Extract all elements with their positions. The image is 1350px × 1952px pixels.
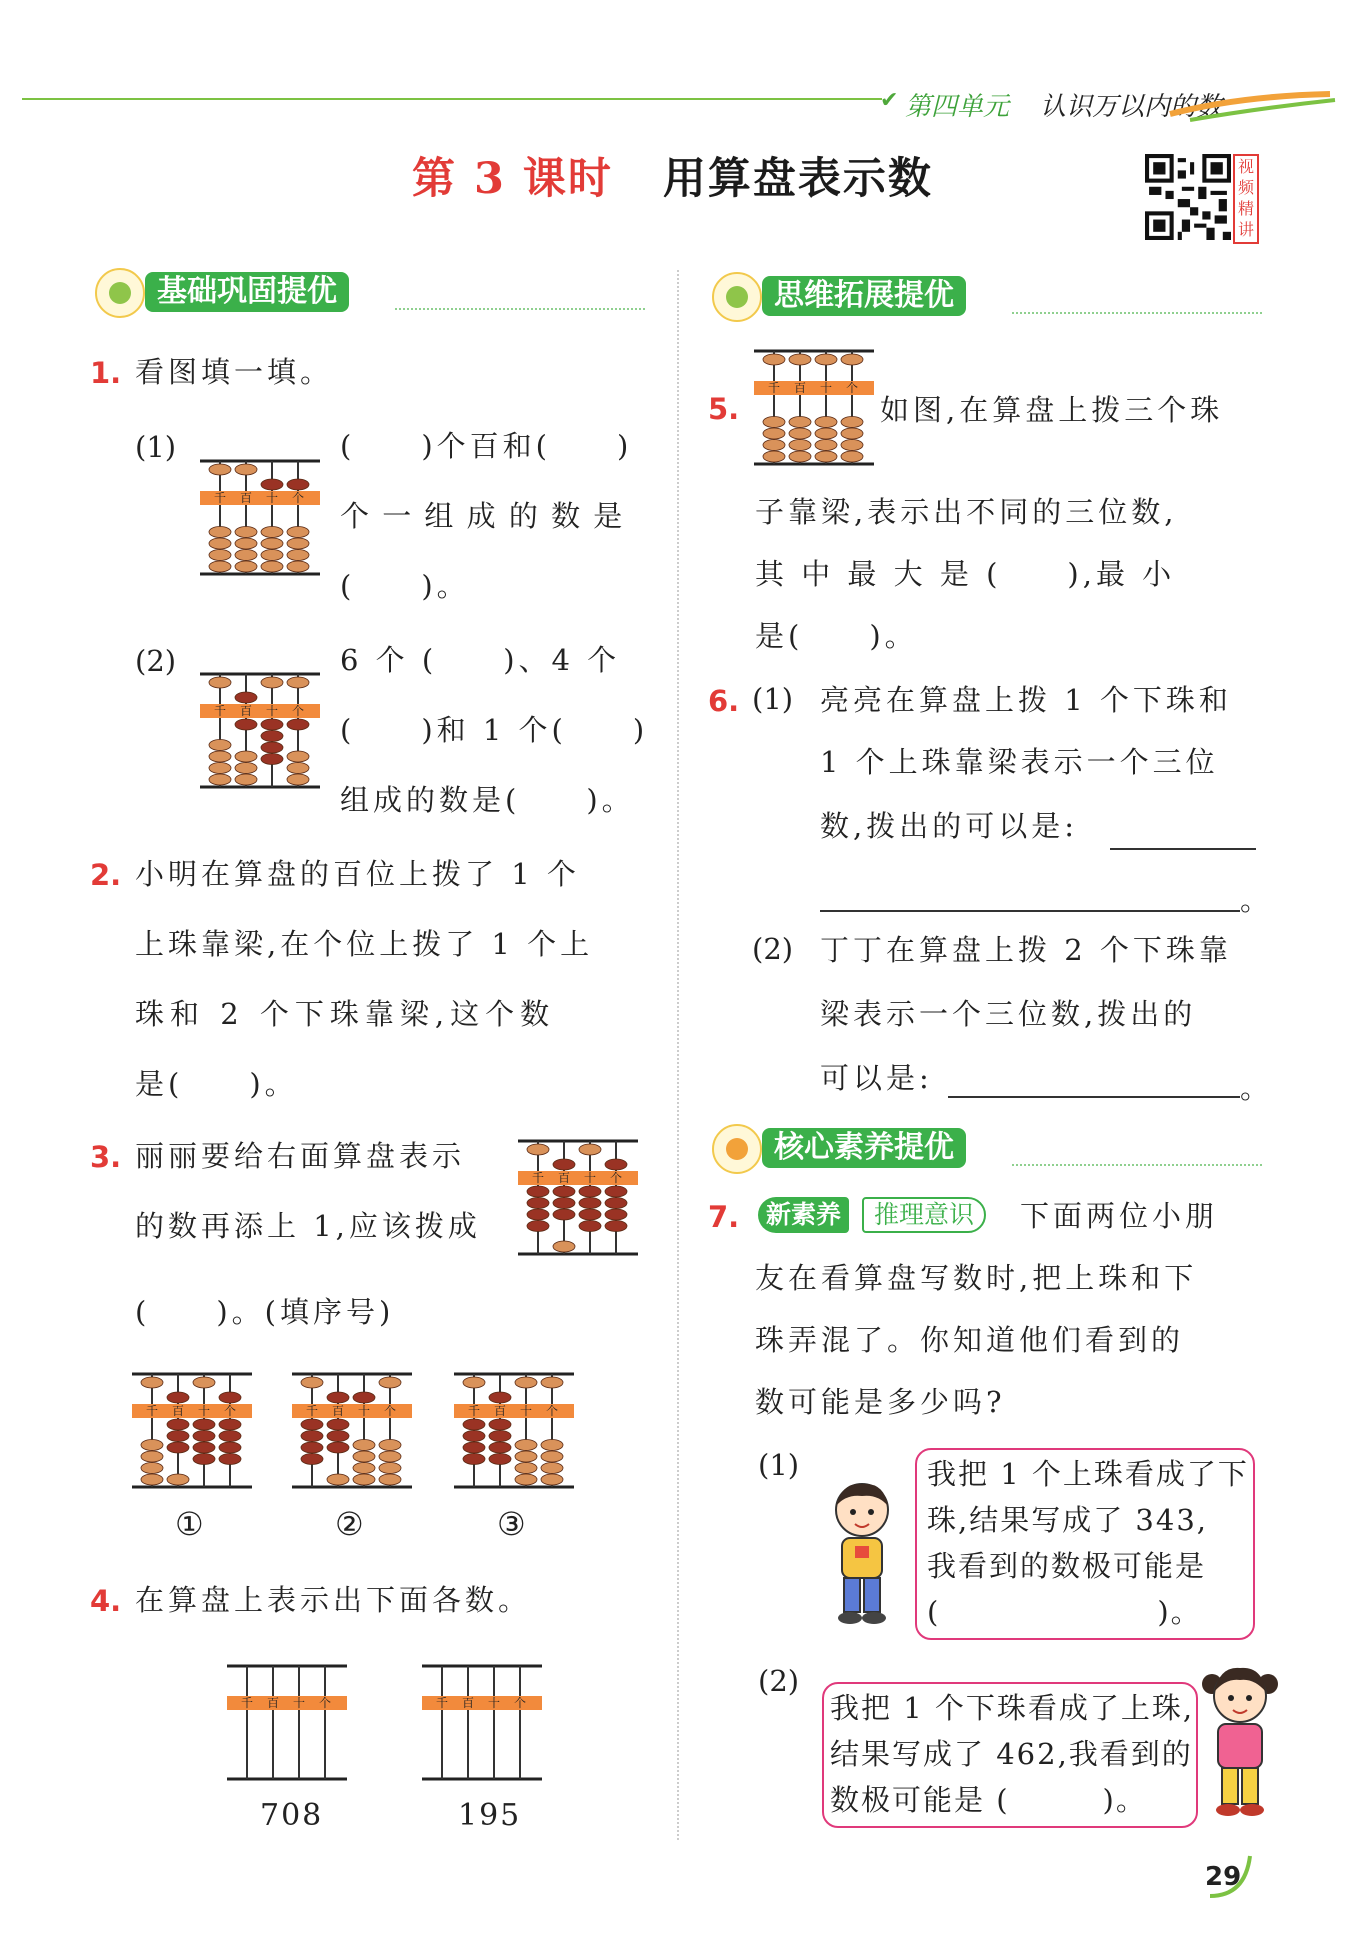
abacus-bead bbox=[301, 1377, 323, 1388]
abacus-bead bbox=[605, 1198, 627, 1209]
abacus-bead bbox=[219, 1454, 241, 1465]
abacus-bead bbox=[235, 527, 257, 538]
abacus-place-label: 个 bbox=[845, 381, 859, 395]
abacus-bead bbox=[527, 1221, 549, 1232]
abacus-bead bbox=[789, 451, 811, 462]
abacus-bead bbox=[287, 774, 309, 785]
abacus-bead bbox=[235, 692, 257, 703]
abacus-bead bbox=[235, 561, 257, 572]
abacus-bead bbox=[301, 1431, 323, 1442]
abacus-place-label: 千 bbox=[213, 704, 227, 718]
abacus-bead bbox=[605, 1159, 627, 1170]
abacus-bead bbox=[353, 1451, 375, 1462]
answer-line[interactable] bbox=[948, 1096, 1240, 1098]
question-text: 丁丁在算盘上拨 2 个下珠靠 bbox=[820, 933, 1232, 967]
lesson-title bbox=[412, 145, 933, 206]
abacus-place-label: 百 bbox=[239, 704, 253, 718]
bubble-text: 结果写成了 462,我看到的 bbox=[830, 1737, 1193, 1771]
abacus-bead bbox=[141, 1377, 163, 1388]
abacus-q1-2 bbox=[198, 668, 322, 793]
abacus-bead bbox=[209, 677, 231, 688]
question-text: 珠弄混了。你知道他们看到的 bbox=[755, 1323, 1185, 1357]
abacus-place-label: 千 bbox=[145, 1404, 159, 1418]
question-number: 2. bbox=[90, 858, 122, 892]
abacus-bead bbox=[301, 1454, 323, 1465]
abacus-bead bbox=[287, 527, 309, 538]
question-number: 6. bbox=[708, 684, 740, 718]
abacus-bead bbox=[193, 1377, 215, 1388]
abacus-bead bbox=[515, 1440, 537, 1451]
abacus-bead bbox=[235, 763, 257, 774]
lesson-name: 用算盘表示数 bbox=[662, 154, 933, 204]
page-arc-icon bbox=[1200, 1846, 1260, 1906]
abacus-bead bbox=[209, 464, 231, 475]
bubble-text[interactable]: 数极可能是 ( )。 bbox=[830, 1783, 1147, 1817]
abacus-bead bbox=[579, 1186, 601, 1197]
question-number: 5. bbox=[708, 392, 740, 426]
gear-icon bbox=[95, 268, 145, 318]
abacus-bead bbox=[209, 763, 231, 774]
abacus-place-label: 十 bbox=[292, 1696, 306, 1710]
abacus-place-label: 百 bbox=[239, 491, 253, 505]
abacus-bead bbox=[541, 1474, 563, 1485]
sub-label: (2) bbox=[758, 1664, 800, 1698]
abacus-bead bbox=[763, 428, 785, 439]
option-label[interactable]: ① bbox=[175, 1505, 204, 1543]
question-text[interactable]: 是( )。 bbox=[135, 1067, 298, 1101]
abacus-place-label: 十 bbox=[487, 1696, 501, 1710]
section-header-thinking bbox=[712, 272, 1267, 318]
abacus-place-label: 十 bbox=[357, 1404, 371, 1418]
abacus-bead bbox=[287, 677, 309, 688]
fill-text[interactable]: ( )。 bbox=[340, 569, 470, 603]
abacus-bead bbox=[327, 1442, 349, 1453]
abacus-bead bbox=[287, 479, 309, 490]
question-number: 1. bbox=[90, 356, 122, 390]
abacus-bead bbox=[327, 1431, 349, 1442]
fill-text[interactable]: ( )和 1 个( ) bbox=[340, 713, 649, 747]
abacus-bead bbox=[261, 538, 283, 549]
abacus-place-label: 十 bbox=[265, 704, 279, 718]
abacus-bead bbox=[193, 1419, 215, 1430]
sub-label: (1) bbox=[758, 1448, 800, 1482]
abacus-bead bbox=[841, 417, 863, 428]
question-text: 的数再添上 1,应该拨成 bbox=[135, 1209, 481, 1243]
question-text: 下面两位小朋 bbox=[1020, 1199, 1219, 1233]
answer-line[interactable] bbox=[1110, 848, 1256, 850]
lesson-number: 第 3 课时 bbox=[412, 154, 613, 204]
video-tag[interactable]: 视频精讲 bbox=[1233, 154, 1259, 244]
abacus-bead bbox=[353, 1392, 375, 1403]
abacus-bead bbox=[553, 1241, 575, 1252]
abacus-bead bbox=[301, 1442, 323, 1453]
section-header-core bbox=[712, 1124, 1267, 1170]
abacus-bead bbox=[287, 751, 309, 762]
abacus-bead bbox=[579, 1198, 601, 1209]
abacus-bead bbox=[261, 754, 283, 765]
girl-icon bbox=[1200, 1660, 1280, 1820]
abacus-bead bbox=[235, 719, 257, 730]
abacus-bead bbox=[353, 1474, 375, 1485]
abacus-place-label: 十 bbox=[265, 491, 279, 505]
swoosh-decoration-icon bbox=[1150, 86, 1340, 126]
sprout-icon bbox=[712, 272, 762, 322]
question-text: 珠和 2 个下珠靠梁,这个数 bbox=[135, 997, 556, 1031]
abacus-bead bbox=[301, 1419, 323, 1430]
abacus-option-3[interactable] bbox=[452, 1368, 576, 1493]
abacus-bead bbox=[287, 763, 309, 774]
abacus-bead bbox=[167, 1392, 189, 1403]
question-text: 数可能是多少吗? bbox=[755, 1385, 1006, 1419]
abacus-place-label: 十 bbox=[519, 1404, 533, 1418]
abacus-bead bbox=[141, 1451, 163, 1462]
abacus-bead bbox=[209, 740, 231, 751]
question-text: 丽丽要给右面算盘表示 bbox=[135, 1139, 466, 1173]
question-text[interactable]: 其 中 最 大 是 ( ),最 小 bbox=[755, 557, 1176, 591]
bubble-text: 珠,结果写成了 343, bbox=[927, 1503, 1209, 1537]
abacus-bead bbox=[379, 1463, 401, 1474]
abacus-bead bbox=[327, 1419, 349, 1430]
abacus-bead bbox=[167, 1431, 189, 1442]
abacus-bead bbox=[553, 1186, 575, 1197]
question-number: 7. bbox=[708, 1200, 740, 1234]
abacus-bead bbox=[515, 1451, 537, 1462]
abacus-bead bbox=[763, 440, 785, 451]
abacus-bead bbox=[527, 1186, 549, 1197]
abacus-bead bbox=[209, 774, 231, 785]
abacus-bead bbox=[579, 1209, 601, 1220]
abacus-bead bbox=[841, 428, 863, 439]
abacus-bead bbox=[209, 751, 231, 762]
abacus-bead bbox=[261, 731, 283, 742]
abacus-place-label: 十 bbox=[819, 381, 833, 395]
bubble-text: 我看到的数极可能是 bbox=[927, 1549, 1207, 1583]
abacus-bead bbox=[763, 451, 785, 462]
abacus-bead bbox=[463, 1454, 485, 1465]
abacus-bead bbox=[287, 719, 309, 730]
question-text: 在算盘上表示出下面各数。 bbox=[135, 1583, 532, 1617]
question-text: 如图,在算盘上拨三个珠 bbox=[880, 393, 1224, 427]
abacus-bead bbox=[141, 1440, 163, 1451]
page-number: 29 bbox=[1205, 1862, 1242, 1892]
abacus-bead bbox=[235, 464, 257, 475]
abacus-bead bbox=[261, 742, 283, 753]
abacus-place-label: 千 bbox=[467, 1404, 481, 1418]
abacus-bead bbox=[463, 1442, 485, 1453]
abacus-bead bbox=[527, 1209, 549, 1220]
abacus-place-label: 千 bbox=[213, 491, 227, 505]
speech-bubble-1 bbox=[915, 1448, 1255, 1640]
header-rule bbox=[22, 98, 882, 100]
question-text: 梁表示一个三位数,拨出的 bbox=[820, 997, 1197, 1031]
abacus-bead bbox=[261, 479, 283, 490]
abacus-bead bbox=[235, 550, 257, 561]
period: 。 bbox=[1240, 1071, 1274, 1105]
abacus-bead bbox=[789, 417, 811, 428]
abacus-bead bbox=[141, 1474, 163, 1485]
section-header-basic bbox=[95, 268, 650, 314]
trophy-icon bbox=[712, 1124, 762, 1174]
check-icon: ✔ bbox=[880, 88, 899, 113]
abacus-place-label: 个 bbox=[545, 1404, 559, 1418]
question-text: 1 个上珠靠梁表示一个三位 bbox=[820, 745, 1219, 779]
abacus-bead bbox=[287, 538, 309, 549]
question-text: 数,拨出的可以是: bbox=[820, 809, 1078, 843]
abacus-bead bbox=[167, 1419, 189, 1430]
abacus-bead bbox=[789, 428, 811, 439]
abacus-bead bbox=[841, 451, 863, 462]
question-text: 子靠梁,表示出不同的三位数, bbox=[755, 495, 1178, 529]
abacus-bead bbox=[841, 354, 863, 365]
sub-label: (1) bbox=[135, 430, 177, 464]
abacus-bead bbox=[815, 440, 837, 451]
abacus-bead bbox=[193, 1442, 215, 1453]
abacus-bead bbox=[219, 1419, 241, 1430]
abacus-bead bbox=[209, 527, 231, 538]
question-text: 上珠靠梁,在个位上拨了 1 个上 bbox=[135, 927, 594, 961]
abacus-bead bbox=[379, 1474, 401, 1485]
abacus-bead bbox=[527, 1144, 549, 1155]
sub-label: (2) bbox=[135, 644, 177, 678]
empty-abacus-195[interactable] bbox=[420, 1660, 544, 1785]
fill-text[interactable]: 组成的数是( )。 bbox=[340, 783, 635, 817]
unit-title: 认识万以内的数 bbox=[1040, 92, 1223, 122]
abacus-bead bbox=[261, 677, 283, 688]
qr-code-icon[interactable] bbox=[1145, 154, 1231, 240]
abacus-bead bbox=[541, 1440, 563, 1451]
unit-label: 第四单元 bbox=[905, 92, 1010, 122]
abacus-bead bbox=[287, 550, 309, 561]
sub-label: (2) bbox=[752, 932, 794, 966]
tag-new-literacy: 新素养 bbox=[758, 1197, 849, 1233]
abacus-bead bbox=[579, 1144, 601, 1155]
abacus-place-label: 个 bbox=[291, 491, 305, 505]
abacus-bead bbox=[209, 561, 231, 572]
abacus-q5 bbox=[752, 345, 876, 470]
abacus-bead bbox=[209, 550, 231, 561]
abacus-bead bbox=[379, 1440, 401, 1451]
abacus-bead bbox=[219, 1431, 241, 1442]
abacus-place-label: 百 bbox=[493, 1404, 507, 1418]
abacus-option-1[interactable] bbox=[130, 1368, 254, 1493]
abacus-bead bbox=[489, 1419, 511, 1430]
abacus-place-label: 十 bbox=[197, 1404, 211, 1418]
fill-text: 个 一 组 成 的 数 是 bbox=[340, 499, 625, 533]
abacus-bead bbox=[489, 1454, 511, 1465]
section-label: 核心素养提优 bbox=[762, 1128, 966, 1168]
abacus-bead bbox=[235, 538, 257, 549]
fill-text[interactable]: ( )个百和( ) bbox=[340, 429, 633, 463]
abacus-bead bbox=[789, 354, 811, 365]
abacus-bead bbox=[261, 719, 283, 730]
question-number: 3. bbox=[90, 1140, 122, 1174]
question-text: 小明在算盘的百位上拨了 1 个 bbox=[135, 857, 580, 891]
abacus-bead bbox=[515, 1377, 537, 1388]
abacus-bead bbox=[261, 550, 283, 561]
abacus-bead bbox=[605, 1209, 627, 1220]
abacus-place-label: 百 bbox=[557, 1171, 571, 1185]
abacus-place-label: 个 bbox=[609, 1171, 623, 1185]
question-number: 4. bbox=[90, 1584, 122, 1618]
abacus-bead bbox=[815, 451, 837, 462]
target-number: 195 bbox=[458, 1798, 522, 1833]
section-label: 基础巩固提优 bbox=[145, 272, 349, 312]
abacus-bead bbox=[763, 417, 785, 428]
abacus-q3-given bbox=[516, 1135, 640, 1260]
abacus-place-label: 百 bbox=[331, 1404, 345, 1418]
abacus-bead bbox=[541, 1463, 563, 1474]
abacus-bead bbox=[141, 1463, 163, 1474]
abacus-bead bbox=[541, 1377, 563, 1388]
abacus-bead bbox=[463, 1419, 485, 1430]
bubble-text: 我把 1 个上珠看成了下 bbox=[927, 1457, 1249, 1491]
abacus-bead bbox=[553, 1159, 575, 1170]
abacus-bead bbox=[287, 561, 309, 572]
abacus-bead bbox=[605, 1186, 627, 1197]
question-text: 看图填一填。 bbox=[135, 355, 334, 389]
abacus-bead bbox=[841, 440, 863, 451]
abacus-place-label: 个 bbox=[318, 1696, 332, 1710]
question-text: 友在看算盘写数时,把上珠和下 bbox=[755, 1261, 1198, 1295]
abacus-bead bbox=[327, 1474, 349, 1485]
abacus-bead bbox=[815, 417, 837, 428]
abacus-bead bbox=[327, 1392, 349, 1403]
abacus-place-label: 十 bbox=[583, 1171, 597, 1185]
abacus-bead bbox=[553, 1209, 575, 1220]
abacus-place-label: 千 bbox=[435, 1696, 449, 1710]
option-label[interactable]: ③ bbox=[497, 1505, 526, 1543]
target-number: 708 bbox=[260, 1798, 324, 1833]
question-text: 可以是: bbox=[820, 1061, 933, 1095]
abacus-place-label: 个 bbox=[223, 1404, 237, 1418]
abacus-bead bbox=[553, 1198, 575, 1209]
tag-reasoning: 推理意识 bbox=[862, 1197, 986, 1233]
fill-text[interactable]: 6 个 ( )、4 个 bbox=[340, 643, 621, 677]
bubble-text[interactable]: ( )。 bbox=[927, 1595, 1202, 1629]
abacus-bead bbox=[541, 1451, 563, 1462]
option-label[interactable]: ② bbox=[335, 1505, 364, 1543]
abacus-bead bbox=[605, 1221, 627, 1232]
question-text: 亮亮在算盘上拨 1 个下珠和 bbox=[820, 683, 1232, 717]
abacus-place-label: 千 bbox=[240, 1696, 254, 1710]
boy-icon bbox=[822, 1478, 902, 1628]
abacus-place-label: 千 bbox=[767, 381, 781, 395]
abacus-bead bbox=[219, 1442, 241, 1453]
abacus-bead bbox=[209, 538, 231, 549]
abacus-option-2[interactable] bbox=[290, 1368, 414, 1493]
abacus-bead bbox=[353, 1440, 375, 1451]
abacus-bead bbox=[527, 1198, 549, 1209]
answer-line[interactable] bbox=[820, 910, 1240, 912]
abacus-bead bbox=[489, 1431, 511, 1442]
abacus-bead bbox=[235, 751, 257, 762]
abacus-bead bbox=[789, 440, 811, 451]
sub-label: (1) bbox=[752, 682, 794, 716]
abacus-bead bbox=[379, 1451, 401, 1462]
abacus-bead bbox=[489, 1392, 511, 1403]
abacus-place-label: 百 bbox=[266, 1696, 280, 1710]
abacus-place-label: 百 bbox=[171, 1404, 185, 1418]
abacus-bead bbox=[515, 1474, 537, 1485]
abacus-bead bbox=[235, 774, 257, 785]
abacus-bead bbox=[167, 1474, 189, 1485]
abacus-bead bbox=[463, 1377, 485, 1388]
empty-abacus-708[interactable] bbox=[225, 1660, 349, 1785]
abacus-place-label: 千 bbox=[531, 1171, 545, 1185]
abacus-bead bbox=[579, 1221, 601, 1232]
abacus-bead bbox=[379, 1377, 401, 1388]
speech-bubble-2 bbox=[822, 1682, 1198, 1828]
abacus-place-label: 千 bbox=[305, 1404, 319, 1418]
column-divider bbox=[677, 270, 679, 1840]
abacus-place-label: 个 bbox=[291, 704, 305, 718]
abacus-place-label: 百 bbox=[793, 381, 807, 395]
abacus-place-label: 个 bbox=[383, 1404, 397, 1418]
question-text[interactable]: 是( )。 bbox=[755, 619, 918, 653]
abacus-bead bbox=[815, 354, 837, 365]
abacus-bead bbox=[815, 428, 837, 439]
abacus-bead bbox=[515, 1463, 537, 1474]
abacus-bead bbox=[193, 1431, 215, 1442]
abacus-bead bbox=[193, 1454, 215, 1465]
abacus-place-label: 个 bbox=[513, 1696, 527, 1710]
abacus-bead bbox=[261, 527, 283, 538]
period: 。 bbox=[1240, 883, 1274, 917]
abacus-bead bbox=[489, 1442, 511, 1453]
question-text[interactable]: ( )。(填序号) bbox=[135, 1295, 395, 1329]
abacus-bead bbox=[353, 1463, 375, 1474]
abacus-bead bbox=[463, 1431, 485, 1442]
abacus-bead bbox=[261, 561, 283, 572]
abacus-q1-1 bbox=[198, 455, 322, 580]
section-label: 思维拓展提优 bbox=[762, 276, 966, 316]
abacus-bead bbox=[167, 1442, 189, 1453]
abacus-bead bbox=[763, 354, 785, 365]
bubble-text: 我把 1 个下珠看成了上珠, bbox=[830, 1691, 1195, 1725]
abacus-bead bbox=[219, 1392, 241, 1403]
abacus-place-label: 百 bbox=[461, 1696, 475, 1710]
